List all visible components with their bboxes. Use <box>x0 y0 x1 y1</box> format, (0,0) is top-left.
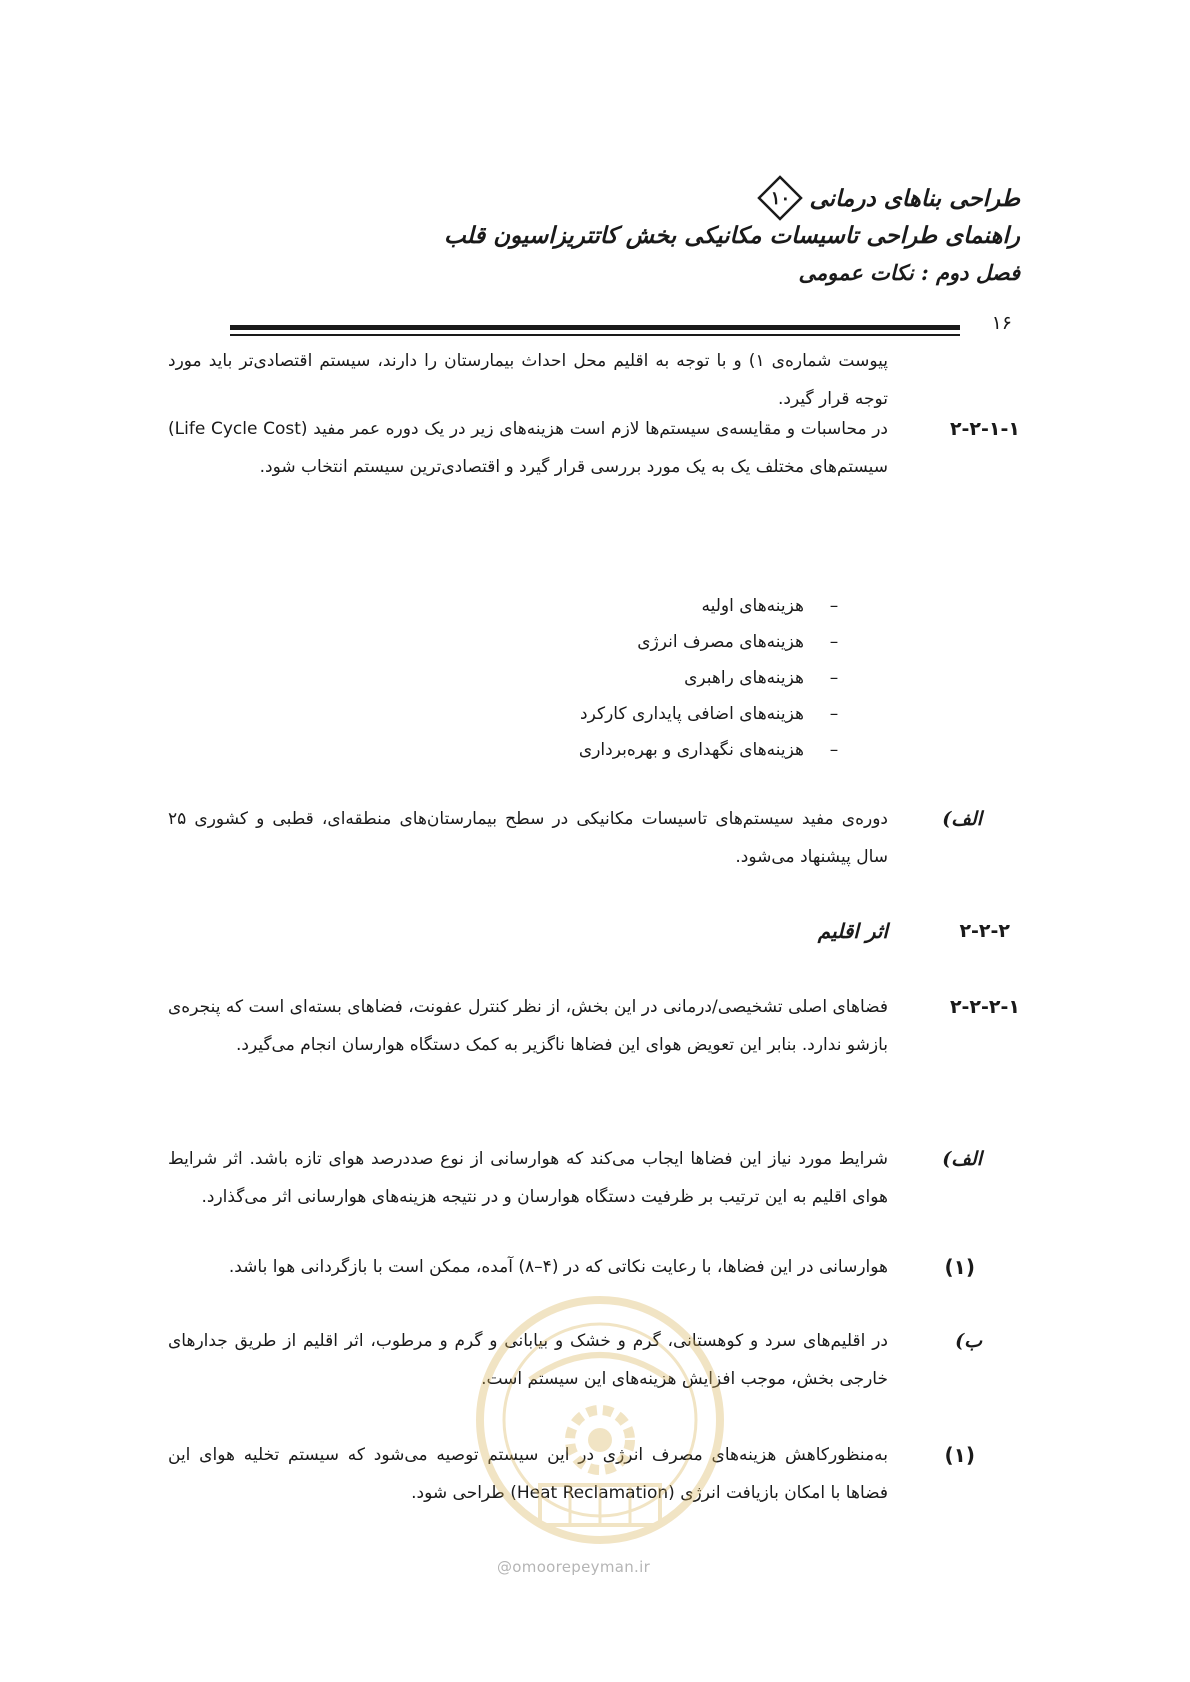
page-header <box>320 176 1020 292</box>
item-text-alef-1: دوره‌ی مفید سیستم‌های تاسیسات مکانیکی در سطح بیمارستان‌های منطقه‌ای، قطبی و کشوری ۲۵ سال پیشنهاد می‌شود. <box>168 809 888 867</box>
list-item <box>579 696 840 732</box>
list-item-text: هزینه‌های مصرف انرژی <box>637 632 804 652</box>
item-text-be: در اقلیم‌های سرد و کوهستانی، گرم و خشک و بیابانی و گرم و مرطوب، اثر اقلیم از طریق جدارهای خارجی بخش، موجب افزایش هزینه‌های این سیستم است. <box>168 1331 888 1389</box>
item-label-alef-1: الف) <box>942 808 982 830</box>
list-dash: – <box>829 632 839 652</box>
watermark-logo <box>470 1290 730 1550</box>
list-item <box>579 624 840 660</box>
watermark-url: @omoorepeyman.ir <box>497 1558 651 1576</box>
item-text-one-2: به‌منظورکاهش هزینه‌های مصرف انرژی در این سیستم توصیه می‌شود که سیستم تخلیه هوای این فضاها با امکان بازیافت انرژی (Heat Reclamation) طراحی شود. <box>168 1445 888 1503</box>
item-label-alef-2: الف) <box>942 1148 982 1170</box>
list-dash: – <box>829 596 839 616</box>
item-text-alef-2: شرایط مورد نیاز این فضاها ایجاب می‌کند که هوارسانی از نوع صددرصد هوای تازه باشد. اثر شرایط هوای اقلیم به این ترتیب بر ظرفیت دستگاه هوارسان و در نتیجه هزینه‌های هوارسانی اثر می‌گذارد. <box>168 1149 888 1207</box>
chapter-number-badge <box>757 175 803 221</box>
list-item-text: هزینه‌های راهبری <box>684 668 804 688</box>
list-dash: – <box>829 668 839 688</box>
intro-paragraph: پیوست شماره‌ی ۱) و با توجه به اقلیم محل احداث بیمارستان را دارند، سیستم اقتصادی‌تر باید مورد توجه قرار گیرد. <box>168 351 888 409</box>
chapter-title: فصل دوم : نکات عمومی <box>798 260 1020 285</box>
list-item-text: هزینه‌های نگهداری و بهره‌برداری <box>578 740 804 760</box>
list-item <box>579 588 840 624</box>
section-label-2-2-2: ۲-۲-۲ <box>959 920 1010 942</box>
item-text-one-1: هوارسانی در این فضاها، با رعایت نکاتی که در (۴–۸) آمده، ممکن است با بازگردانی هوا باشد. <box>228 1257 888 1277</box>
page-number: ۱۶ <box>991 312 1012 334</box>
item-text-2-2-1-1: در محاسبات و مقایسه‌ی سیستم‌ها لازم است هزینه‌های زیر در یک دوره عمر مفید (Life Cycle Cost) سیستم‌های مختلف یک به یک مورد بررسی قرار گیرد و اقتصادی‌ترین سیستم انتخاب شود. <box>168 419 889 477</box>
chapter-number: ۱۰ <box>770 187 791 209</box>
header-series-row <box>320 176 1020 220</box>
list-item <box>579 660 840 696</box>
item-label-one-1: (۱) <box>944 1255 975 1279</box>
item-label-2-2-2-1: ۲-۲-۲-۱ <box>949 996 1020 1018</box>
header-rule-thin <box>230 334 960 336</box>
list-item-text: هزینه‌های اولیه <box>701 596 804 616</box>
item-label-be: ب) <box>955 1330 982 1352</box>
section-title-climate: اثر اقلیم <box>817 919 888 943</box>
item-text-2-2-2-1: فضاهای اصلی تشخیصی/درمانی در این بخش، از نظر کنترل عفونت، فضاهای بسته‌ای است که پنجره‌ی بازشو ندارد. بنابر این تعویض هوای این فضاها ناگزیر به کمک دستگاه هوارسان انجام می‌گیرد. <box>168 997 888 1055</box>
header-rule-thick <box>230 325 960 330</box>
list-item <box>579 732 840 768</box>
list-dash: – <box>829 740 839 760</box>
guide-title: راهنمای طراحی تاسیسات مکانیکی بخش کاتتریزاسیون قلب <box>444 222 1020 249</box>
cost-list <box>579 588 840 768</box>
list-dash: – <box>829 704 839 724</box>
list-item-text: هزینه‌های اضافی پایداری کارکرد <box>580 704 804 724</box>
series-title: طراحی بناهای درمانی <box>809 184 1020 212</box>
item-label-2-2-1-1: ۲-۲-۱-۱ <box>949 418 1020 440</box>
item-label-one-2: (۱) <box>944 1443 975 1467</box>
